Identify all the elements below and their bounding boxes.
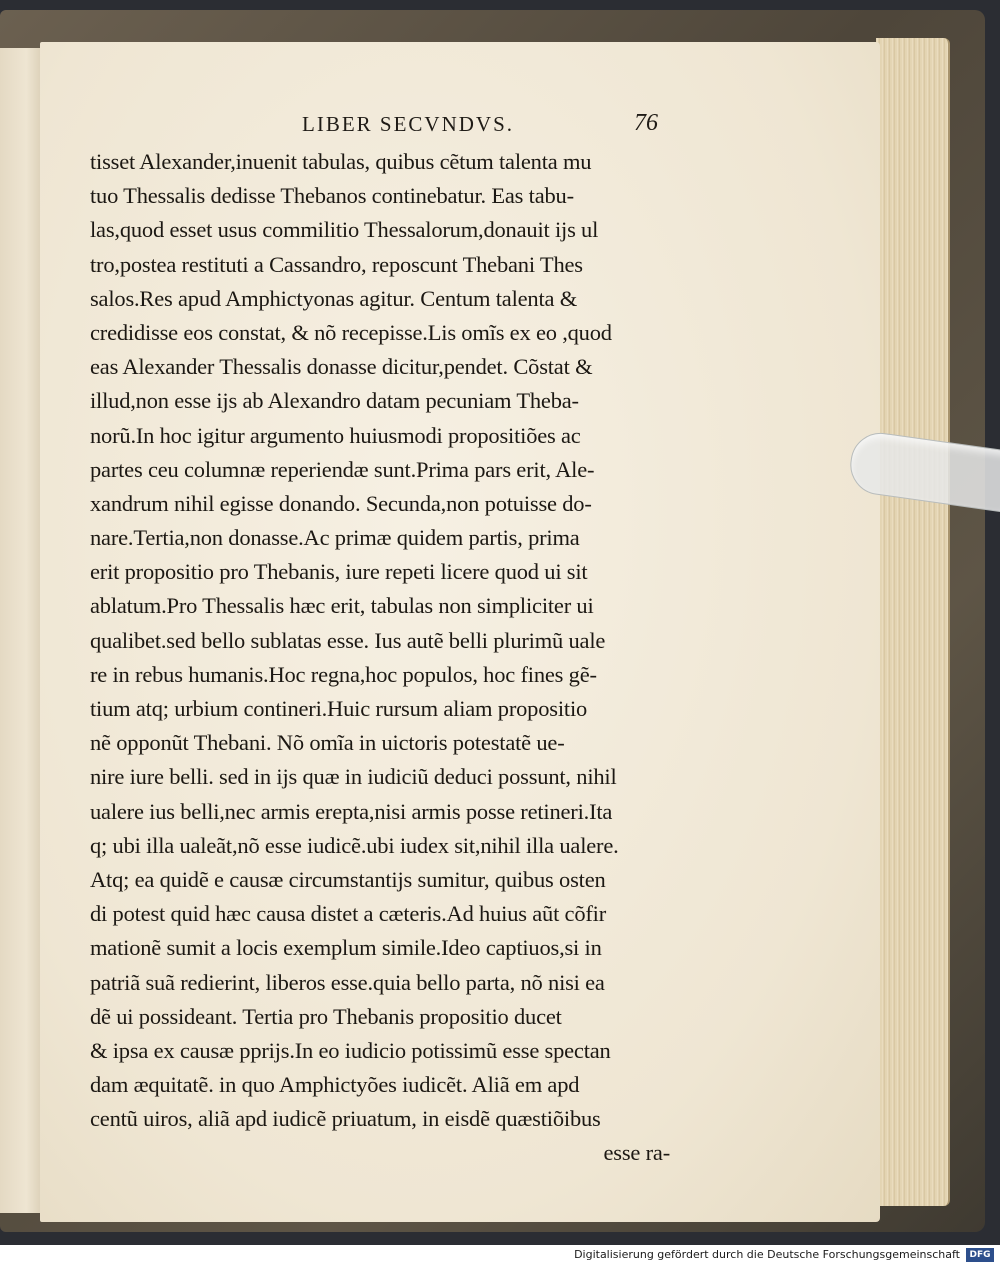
footer bbox=[0, 1245, 1000, 1266]
text-line: illud,non esse ijs ab Alexandro datam pecuniam Theba- bbox=[90, 388, 579, 414]
page-number: 76 bbox=[634, 110, 658, 136]
text-line: mationẽ sumit a locis exemplum simile.Ideo captiuos,si in bbox=[90, 935, 602, 961]
text-line: tro,postea restituti a Cassandro, reposcunt Thebani Thes bbox=[90, 251, 583, 277]
funding-credit: Digitalisierung gefördert durch die Deutsche Forschungsgemeinschaft bbox=[574, 1248, 960, 1261]
text-line: salos.Res apud Amphictyonas agitur. Centum talenta & bbox=[90, 285, 578, 311]
text-line: & ipsa ex causæ pprijs.In eo iudicio potissimũ esse spectan bbox=[90, 1037, 611, 1063]
text-line: qualibet.sed bello sublatas esse. Ius autẽ belli plurimũ uale bbox=[90, 627, 606, 653]
text-line: centũ uiros, aliã apd iudicẽ priuatum, in eisdẽ quæstiõibus bbox=[90, 1106, 601, 1132]
text-line: re in rebus humanis.Hoc regna,hoc populos, hoc fines gẽ- bbox=[90, 661, 597, 687]
text-line: q; ubi illa ualeãt,nõ esse iudicẽ.ubi iudex sit,nihil illa ualere. bbox=[90, 832, 619, 858]
dfg-logo: DFG bbox=[966, 1248, 994, 1262]
text-line: dẽ ui possideant. Tertia pro Thebanis propositio ducet bbox=[90, 1003, 562, 1029]
text-line: tuo Thessalis dedisse Thebanos continebatur. Eas tabu- bbox=[90, 183, 574, 209]
text-line: norũ.In hoc igitur argumento huiusmodi propositiões ac bbox=[90, 422, 581, 448]
text-line: tium atq; urbium contineri.Huic rursum aliam propositio bbox=[90, 696, 588, 721]
text-block bbox=[90, 145, 670, 1171]
running-head bbox=[40, 112, 880, 142]
text-line: partes ceu columnæ reperiendæ sunt.Prima pars erit, Ale- bbox=[90, 456, 595, 482]
text-line: ablatum.Pro Thessalis hæc erit, tabulas non simpliciter ui bbox=[90, 593, 594, 619]
text-line: credidisse eos constat, & nõ recepisse.Lis omĩs ex eo ,quod bbox=[90, 319, 612, 345]
text-line: las,quod esset usus commilitio Thessalorum,donauit ijs ul bbox=[90, 217, 599, 243]
text-line: ualere ius belli,nec armis erepta,nisi armis posse retineri.Ita bbox=[90, 798, 613, 824]
fore-edge-pages bbox=[876, 38, 950, 1206]
text-line: patriã suã redierint, liberos esse.quia bello parta, nõ nisi ea bbox=[90, 969, 605, 995]
text-line: Atq; ea quidẽ e causæ circumstantijs sumitur, quibus osten bbox=[90, 866, 606, 892]
text-line: nire iure belli. sed in ijs quæ in iudiciũ deduci possunt, nihil bbox=[90, 764, 617, 790]
text-line: nare.Tertia,non donasse.Ac primæ quidem partis, prima bbox=[90, 525, 580, 551]
running-title: LIBER SECVNDVS. bbox=[302, 112, 515, 136]
text-line: tisset Alexander,inuenit tabulas, quibus cẽtum talenta mu bbox=[90, 149, 592, 174]
text-line: xandrum nihil egisse donando. Secunda,non potuisse do- bbox=[90, 490, 592, 516]
text-line: dam æquitatẽ. in quo Amphictyões iudicẽt. Aliã em apd bbox=[90, 1072, 580, 1098]
text-line: erit propositio pro Thebanis, iure repeti licere quod ui sit bbox=[90, 559, 588, 585]
text-line: di potest quid hæc causa distet a cæteris.Ad huius aũt cõfir bbox=[90, 901, 607, 927]
text-line: nẽ opponũt Thebani. Nõ omĩa in uictoris potestatẽ ue- bbox=[90, 730, 565, 756]
catchword: esse ra- bbox=[603, 1140, 670, 1166]
text-line: eas Alexander Thessalis donasse dicitur,pendet. Cõstat & bbox=[90, 354, 593, 380]
